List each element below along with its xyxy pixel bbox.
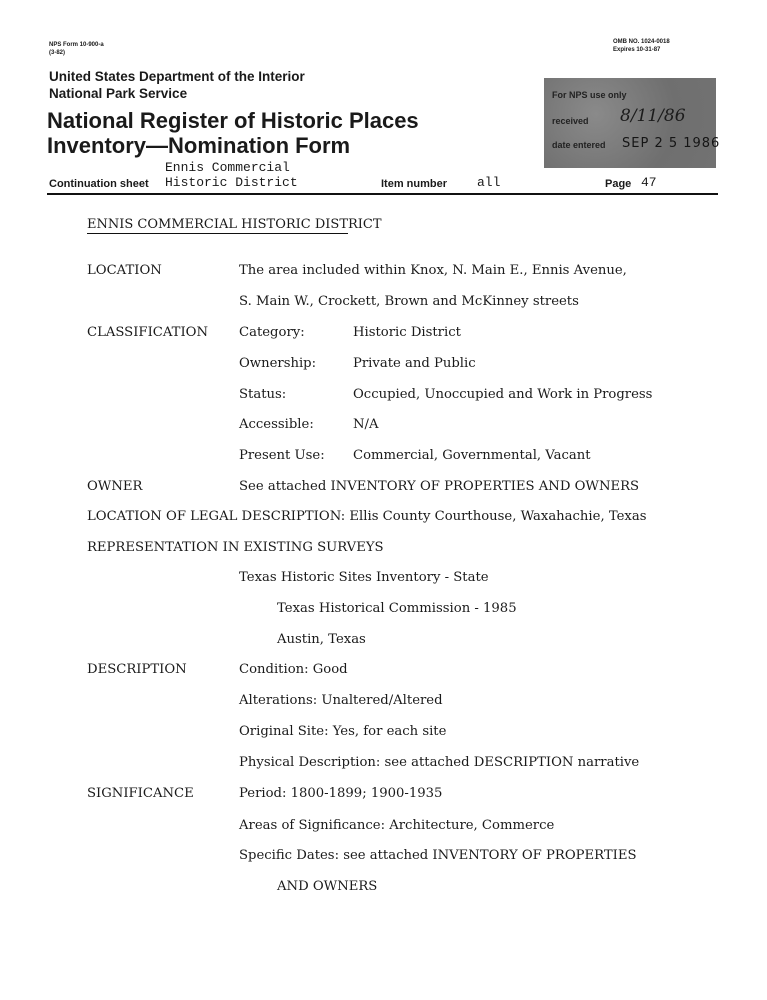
page-label: Page: [605, 178, 632, 190]
page-number: 47: [641, 175, 657, 190]
document-title-underline: [87, 233, 348, 234]
physical-description-line: Physical Description: see attached DESCRIPTION narrative: [239, 755, 640, 770]
nps-use-only-label: For NPS use only: [552, 90, 627, 100]
form-title: [47, 108, 419, 158]
survey-line3: Austin, Texas: [277, 632, 366, 647]
period-line: Period: 1800-1899; 1900-1935: [239, 786, 443, 801]
representation-label: REPRESENTATION IN EXISTING SURVEYS: [87, 540, 384, 555]
legal-description-line: LOCATION OF LEGAL DESCRIPTION: Ellis County Courthouse, Waxahachie, Texas: [87, 509, 647, 524]
document-title: ENNIS COMMERCIAL HISTORIC DISTRICT: [87, 217, 382, 232]
continuation-name-line1: Ennis Commercial: [165, 160, 290, 175]
form-number-block: [49, 41, 104, 57]
ownership-label: Ownership:: [239, 356, 317, 371]
significance-label: SIGNIFICANCE: [87, 786, 194, 801]
form-number: NPS Form 10-900-a: [49, 42, 104, 48]
present-use-label: Present Use:: [239, 448, 325, 463]
status-label: Status:: [239, 387, 287, 402]
alterations-line: Alterations: Unaltered/Altered: [239, 693, 443, 708]
service-name: National Park Service: [49, 86, 188, 101]
continuation-name-line2: Historic District: [165, 175, 298, 190]
continuation-sheet-label: Continuation sheet: [49, 178, 149, 190]
item-number-label: Item number: [381, 178, 448, 190]
form-title-line2: Inventory—Nomination Form: [47, 133, 351, 158]
expires-date: Expires 10-31-87: [613, 47, 661, 53]
received-handwritten-date: 8/11/86: [620, 106, 686, 126]
category-value: Historic District: [353, 325, 461, 340]
agency-block: [49, 68, 305, 102]
form-date: (3-82): [49, 50, 66, 56]
accessible-value: N/A: [353, 417, 379, 432]
department-name: United States Department of the Interior: [49, 69, 305, 84]
item-number-value: all: [477, 175, 501, 190]
accessible-label: Accessible:: [239, 417, 314, 432]
date-entered-label: date entered: [552, 140, 606, 150]
received-label: received: [552, 116, 589, 126]
category-label: Category:: [239, 325, 305, 340]
description-label: DESCRIPTION: [87, 662, 187, 677]
location-line2: S. Main W., Crockett, Brown and McKinney streets: [239, 294, 579, 309]
present-use-value: Commercial, Governmental, Vacant: [353, 448, 591, 463]
nps-use-stamp: [544, 78, 721, 168]
omb-number: OMB NO. 1024-0018: [613, 39, 670, 45]
location-label: LOCATION: [87, 263, 162, 278]
header-divider: [47, 193, 718, 195]
ownership-value: Private and Public: [353, 356, 476, 371]
location-line1: The area included within Knox, N. Main E., Ennis Avenue,: [239, 263, 627, 278]
specific-dates-line2: AND OWNERS: [277, 879, 378, 894]
condition-line: Condition: Good: [239, 662, 348, 677]
form-title-line1: National Register of Historic Places: [47, 108, 419, 133]
status-value: Occupied, Unoccupied and Work in Progress: [353, 387, 653, 402]
survey-line2: Texas Historical Commission - 1985: [277, 601, 517, 616]
owner-label: OWNER: [87, 479, 143, 494]
original-site-line: Original Site: Yes, for each site: [239, 724, 447, 739]
omb-block: [613, 38, 670, 54]
owner-value: See attached INVENTORY OF PROPERTIES AND OWNERS: [239, 479, 640, 494]
specific-dates-line1: Specific Dates: see attached INVENTORY OF PROPERTIES: [239, 848, 637, 863]
areas-of-significance-line: Areas of Significance: Architecture, Commerce: [239, 818, 555, 833]
date-entered-stamp: SEP 2 5 1986: [622, 136, 721, 151]
classification-label: CLASSIFICATION: [87, 325, 209, 340]
survey-line1: Texas Historic Sites Inventory - State: [239, 570, 489, 585]
